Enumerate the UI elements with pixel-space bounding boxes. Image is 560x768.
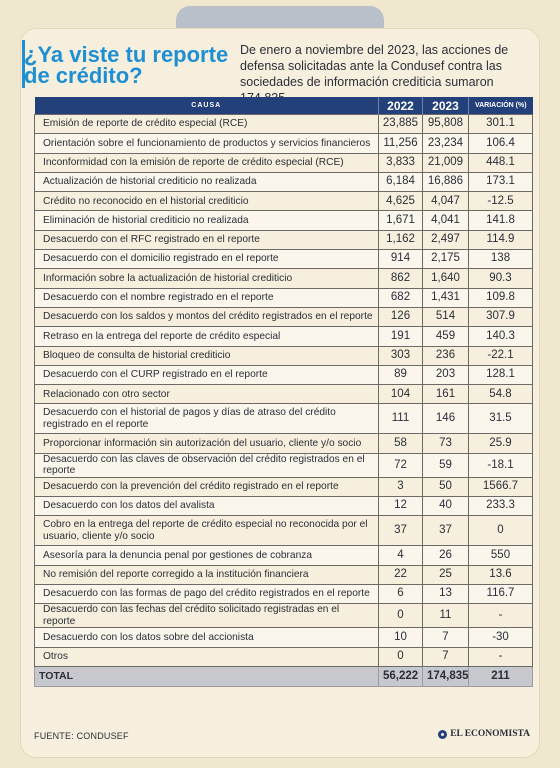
cell-2022: 23,885 [379,115,423,134]
cell-2023: 13 [423,584,469,603]
cell-2023: 50 [423,477,469,496]
cell-causa: Emisión de reporte de crédito especial (RCE) [35,115,379,134]
cell-2023: 4,047 [423,192,469,211]
table-row [35,365,533,384]
cell-causa: Asesoría para la denuncia penal por gestiones de cobranza [35,546,379,565]
cell-causa: Crédito no reconocido en el historial crediticio [35,192,379,211]
column-header-causa: CAUSA [35,97,379,115]
cell-2023: 23,234 [423,134,469,153]
cell-2023: 21,009 [423,153,469,172]
cell-variacion: 114.9 [469,230,533,249]
cell-causa: Desacuerdo con el CURP registrado en el reporte [35,365,379,384]
cell-causa: No remisión del reporte corregido a la institución financiera [35,565,379,584]
cell-causa: Bloqueo de consulta de historial crediticio [35,346,379,365]
cell-causa: Información sobre la actualización de historial crediticio [35,269,379,288]
cell-variacion: 128.1 [469,365,533,384]
cell-variacion: -22.1 [469,346,533,365]
cell-2022: 862 [379,269,423,288]
cell-2022: 191 [379,327,423,346]
cell-2023: 25 [423,565,469,584]
cell-variacion: 116.7 [469,584,533,603]
cell-variacion: 90.3 [469,269,533,288]
cell-causa: Proporcionar información sin autorización del usuario, cliente y/o socio [35,434,379,453]
cell-variacion: - [469,647,533,666]
cell-variacion: 448.1 [469,153,533,172]
table-row [35,404,533,434]
cell-causa: Desacuerdo con el RFC registrado en el reporte [35,230,379,249]
cell-variacion: 307.9 [469,307,533,326]
cell-variacion: 31.5 [469,404,533,434]
cell-2022: 3 [379,477,423,496]
table-body [35,115,533,667]
cell-causa: Desacuerdo con el domicilio registrado en el reporte [35,250,379,269]
table-row [35,250,533,269]
cell-causa: Retraso en la entrega del reporte de crédito especial [35,327,379,346]
cell-causa: Desacuerdo con el historial de pagos y días de atraso del crédito registrado en el reporte [35,404,379,434]
cell-2022: 6,184 [379,172,423,191]
table-row [35,546,533,565]
cell-2023: 95,808 [423,115,469,134]
cell-2022: 12 [379,497,423,516]
cell-2023: 59 [423,453,469,477]
cell-causa: Desacuerdo con los saldos y montos del crédito registrados en el reporte [35,307,379,326]
cell-2022: 22 [379,565,423,584]
cell-variacion: 301.1 [469,115,533,134]
cell-2023: 16,886 [423,172,469,191]
cell-causa: Relacionado con otro sector [35,385,379,404]
cell-causa: Actualización de historial crediticio no realizada [35,172,379,191]
cell-variacion: 550 [469,546,533,565]
cell-2023: 146 [423,404,469,434]
cell-2023: 1,431 [423,288,469,307]
table-row [35,647,533,666]
cell-causa: Cobro en la entrega del reporte de crédito especial no reconocida por el usuario, cliente y/o socio [35,516,379,546]
cell-causa: Desacuerdo con las fechas del crédito solicitado registradas en el reporte [35,604,379,628]
cell-2023: 40 [423,497,469,516]
table-row [35,269,533,288]
cell-variacion: 233.3 [469,497,533,516]
cell-2023: 161 [423,385,469,404]
cell-2023: 2,175 [423,250,469,269]
table-row [35,628,533,647]
table-row [35,453,533,477]
cell-2022: 1,671 [379,211,423,230]
cell-variacion: - [469,604,533,628]
page-title: ¿Ya viste tu reporte de crédito? [24,42,229,88]
table-row [35,346,533,365]
cell-variacion: 25.9 [469,434,533,453]
column-header-2022: 2022 [379,97,423,115]
cell-causa: Orientación sobre el funcionamiento de productos y servicios financieros [35,134,379,153]
cell-2023: 236 [423,346,469,365]
cell-2023: 37 [423,516,469,546]
cell-variacion: 173.1 [469,172,533,191]
cell-2022: 37 [379,516,423,546]
table-row [35,192,533,211]
page-subtitle: De enero a noviembre del 2023, las acciones de defensa solicitadas ante la Condusef contra las sociedades de información crediticia sumaron [240,43,509,89]
table-row [35,134,533,153]
cell-2022: 303 [379,346,423,365]
cell-variacion: 138 [469,250,533,269]
cell-2022: 4,625 [379,192,423,211]
column-header-variacion: VARIACIÓN (%) [469,97,533,115]
cell-2022: 126 [379,307,423,326]
cell-variacion: 0 [469,516,533,546]
table-header-row [35,97,533,115]
cell-variacion: 109.8 [469,288,533,307]
cell-2023: 2,497 [423,230,469,249]
cell-causa: Desacuerdo con las claves de observación del crédito registrados en el reporte [35,453,379,477]
cell-causa: Desacuerdo con la prevención del crédito registrado en el reporte [35,477,379,496]
cell-2023: 11 [423,604,469,628]
cell-causa: Desacuerdo con los datos sobre del accionista [35,628,379,647]
table-row [35,307,533,326]
cell-2022: 4 [379,546,423,565]
logo-icon [438,730,447,739]
cell-2023: 1,640 [423,269,469,288]
table-row [35,565,533,584]
cell-2023: 7 [423,647,469,666]
cell-variacion: 141.8 [469,211,533,230]
source-note: FUENTE: CONDUSEF [34,731,129,741]
cell-2022: 6 [379,584,423,603]
table-row [35,516,533,546]
cell-2022: 0 [379,604,423,628]
table-row [35,327,533,346]
cell-2022: 10 [379,628,423,647]
total-label: TOTAL [35,666,379,686]
table-row [35,604,533,628]
publisher-logo [438,729,530,739]
cell-2022: 3,833 [379,153,423,172]
cell-2023: 459 [423,327,469,346]
table-row [35,211,533,230]
cell-2022: 682 [379,288,423,307]
cell-2022: 104 [379,385,423,404]
cell-causa: Desacuerdo con el nombre registrado en el reporte [35,288,379,307]
table-row [35,115,533,134]
cell-causa: Otros [35,647,379,666]
cell-variacion: 140.3 [469,327,533,346]
cell-2022: 914 [379,250,423,269]
cell-variacion: -30 [469,628,533,647]
cell-2023: 514 [423,307,469,326]
cell-2023: 203 [423,365,469,384]
cell-2022: 0 [379,647,423,666]
cell-variacion: 106.4 [469,134,533,153]
cell-2022: 58 [379,434,423,453]
total-variacion: 211 [469,666,533,686]
table-row [35,385,533,404]
total-2023: 174,835 [423,666,469,686]
complaints-table [34,97,533,687]
table-row [35,172,533,191]
column-header-2023: 2023 [423,97,469,115]
cell-2023: 73 [423,434,469,453]
table-row [35,434,533,453]
table-row [35,230,533,249]
cell-2023: 7 [423,628,469,647]
total-2022: 56,222 [379,666,423,686]
cell-2022: 11,256 [379,134,423,153]
cell-variacion: 1566.7 [469,477,533,496]
table-row [35,584,533,603]
total-row [35,666,533,686]
cell-causa: Eliminación de historial crediticio no realizada [35,211,379,230]
table-row [35,288,533,307]
table-row [35,497,533,516]
cell-causa: Desacuerdo con los datos del avalista [35,497,379,516]
cell-causa: Desacuerdo con las formas de pago del crédito registrados en el reporte [35,584,379,603]
cell-causa: Inconformidad con la emisión de reporte de crédito especial (RCE) [35,153,379,172]
cell-2023: 4,041 [423,211,469,230]
cell-variacion: 13.6 [469,565,533,584]
cell-2023: 26 [423,546,469,565]
table-row [35,153,533,172]
cell-variacion: 54.8 [469,385,533,404]
cell-variacion: -12.5 [469,192,533,211]
cell-2022: 89 [379,365,423,384]
publisher-name: EL ECONOMISTA [450,729,530,739]
cell-2022: 1,162 [379,230,423,249]
cell-2022: 111 [379,404,423,434]
cell-2022: 72 [379,453,423,477]
table-row [35,477,533,496]
cell-variacion: -18.1 [469,453,533,477]
